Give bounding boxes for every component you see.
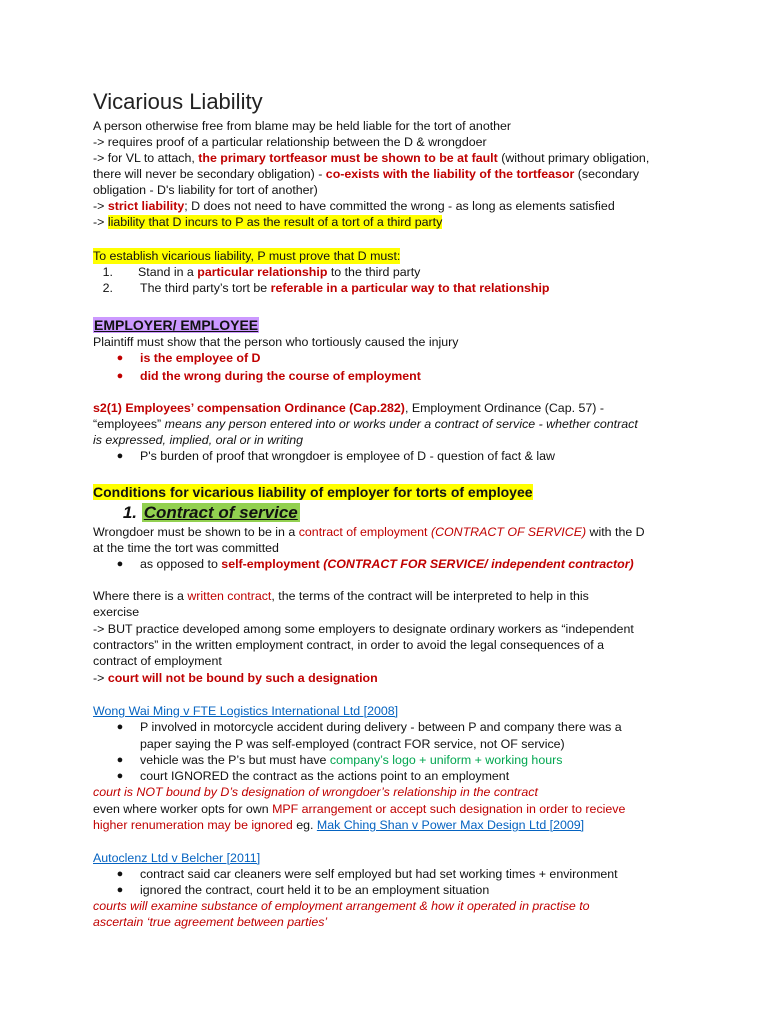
intro-line-4-a: there will never be secondary obligation) - — [93, 167, 326, 181]
mpf-arrangement: MPF arrangement or accept such designation in order to recieve — [272, 802, 626, 816]
conditions-heading — [93, 482, 533, 502]
case1-bullet-2 — [140, 752, 562, 768]
bullet-icon: ● — [116, 352, 124, 364]
case2-note-2: ascertain ‘true agreement between parties’ — [93, 915, 328, 929]
written-line-1-c: , the terms of the contract will be interpreted to help in this — [271, 589, 589, 603]
particular-relationship: particular relationship — [197, 265, 328, 279]
contract-of-service-title: Contract of service — [143, 503, 298, 522]
company-logo-uniform: company’s logo + uniform + working hours — [329, 753, 563, 767]
s2-line-3: is expressed, implied, oral or in writing — [93, 433, 304, 447]
contract-of-service-heading — [93, 502, 300, 524]
page-title: Vicarious Liability — [93, 89, 263, 114]
establish-item-1-c: to the third party — [327, 265, 421, 279]
employer-line: Plaintiff must show that the person who tortiously caused the injury — [93, 335, 459, 349]
establish-item-1-text — [138, 264, 420, 280]
intro-line-2: -> requires proof of a particular relationship between the D & wrongdoer — [93, 135, 487, 149]
written-contract: written contract — [187, 589, 272, 603]
bullet-icon: ● — [116, 884, 124, 896]
intro-line-5: obligation - D's liability for tort of another) — [93, 183, 318, 197]
conditions-line-1 — [93, 524, 645, 540]
case2-bullet-1: contract said car cleaners were self employed but had set working times + environment — [140, 867, 618, 881]
employer-bullet-1: is the employee of D — [140, 351, 261, 365]
bullet-icon: ● — [116, 721, 124, 733]
intro-line-4 — [93, 166, 639, 182]
court-not-bound: court will not be bound by such a designation — [107, 671, 378, 685]
case2-bullet-2: ignored the contract, court held it to be an employment situation — [140, 883, 490, 897]
employer-bullet-2: did the wrong during the course of employment — [140, 369, 421, 383]
intro-line-6 — [93, 198, 615, 214]
establish-item-2-a: The third party’s tort be — [140, 281, 271, 295]
establish-heading: To establish vicarious liability, P must prove that D must: — [93, 249, 401, 263]
list-number: 2. — [102, 281, 113, 295]
conditions-heading-text: Conditions for vicarious liability of employer for torts of employee — [93, 484, 533, 500]
intro-line-3 — [93, 150, 649, 166]
bullet-icon: ● — [116, 754, 124, 766]
intro-line-6-c: ; D does not need to have committed the wrong - as long as elements satisfied — [184, 199, 615, 213]
establish-item-2-text — [140, 280, 550, 296]
case-link-autoclenz[interactable]: Autoclenz Ltd v Belcher [2011] — [93, 851, 261, 865]
written-line-6-a: -> — [93, 671, 108, 685]
intro-line-1: A person otherwise free from blame may be held liable for the tort of another — [93, 119, 512, 133]
written-line-5: contract of employment — [93, 654, 222, 668]
contract-of-service-caps: (CONTRACT OF SERVICE) — [427, 525, 587, 539]
s2-statute: s2(1) Employees’ compensation Ordinance (Cap.282) — [93, 401, 405, 415]
case-link-mak-ching-shan[interactable]: Mak Ching Shan v Power Max Design Ltd [2009] — [316, 818, 585, 832]
referable-relationship: referable in a particular way to that relationship — [270, 281, 550, 295]
case1-note-3 — [93, 817, 584, 833]
written-line-2: exercise — [93, 605, 140, 619]
case1-note-3-eg: eg. — [292, 818, 317, 832]
intro-line-6-a: -> — [93, 199, 108, 213]
contract-for-service: (CONTRACT FOR SERVICE/ independent contractor) — [319, 557, 634, 571]
self-employment: self-employment — [221, 557, 320, 571]
list-number: 1. — [102, 265, 113, 279]
bullet-icon: ● — [116, 770, 124, 782]
employer-employee-heading — [93, 315, 259, 335]
written-line-1 — [93, 588, 589, 604]
written-line-3: -> BUT practice developed among some employers to designate ordinary workers as “independent — [93, 622, 634, 636]
higher-renumeration: higher renumeration may be ignored — [93, 818, 293, 832]
employees-quote: “employees” — [93, 417, 162, 431]
case1-bullet-1: P involved in motorcycle accident during delivery - between P and company there was a — [140, 720, 622, 734]
written-line-4: contractors” in the written employment contract, in order to avoid the legal consequences of a — [93, 638, 605, 652]
case1-bullet-3: court IGNORED the contract as the actions point to an employment — [140, 769, 510, 783]
case1-note-2-a: even where worker opts for own — [93, 802, 273, 816]
case2-note-1: courts will examine substance of employment arrangement & how it operated in practise to — [93, 899, 590, 913]
s2-line-1 — [93, 400, 604, 416]
conditions-line-1-d: with the D — [586, 525, 645, 539]
as-opposed-to-a: as opposed to — [140, 557, 222, 571]
intro-line-4-c: (secondary — [574, 167, 640, 181]
s2-line-1-b: , Employment Ordinance (Cap. 57) - — [404, 401, 604, 415]
bullet-icon: ● — [116, 868, 124, 880]
conditions-line-2: at the time the tort was committed — [93, 541, 279, 555]
bullet-icon: ● — [116, 558, 124, 570]
as-opposed-to — [140, 556, 634, 572]
conditions-line-1-a: Wrongdoer must be shown to be in a — [93, 525, 299, 539]
case1-note-2 — [93, 801, 625, 817]
list-number: 1. — [122, 503, 137, 522]
establish-item-1-a: Stand in a — [138, 265, 198, 279]
employer-employee-heading-text: EMPLOYER/ EMPLOYEE — [94, 317, 259, 333]
bullet-icon: ● — [116, 450, 124, 462]
bullet-icon: ● — [116, 370, 124, 382]
intro-line-7-a: -> — [93, 215, 108, 229]
strict-liability: strict liability — [107, 199, 185, 213]
written-line-1-a: Where there is a — [93, 589, 188, 603]
s2-line-2 — [93, 416, 638, 432]
burden-of-proof: P's burden of proof that wrongdoer is employee of D - question of fact & law — [140, 449, 555, 463]
case-link-wong-wai-ming[interactable]: Wong Wai Ming v FTE Logistics International Ltd [2008] — [93, 704, 399, 718]
co-exists-liability: co-exists with the liability of the tortfeasor — [325, 167, 575, 181]
intro-line-3-a: -> for VL to attach, — [93, 151, 199, 165]
case1-bullet-2-a: vehicle was the P’s but must have — [140, 753, 330, 767]
intro-line-7 — [93, 214, 442, 230]
contract-of-employment: contract of employment — [298, 525, 428, 539]
third-party-liability-highlight: liability that D incurs to P as the result of a tort of a third party — [107, 215, 443, 229]
case1-note-1: court is NOT bound by D’s designation of wrongdoer’s relationship in the contract — [93, 785, 538, 799]
primary-tortfeasor-fault: the primary tortfeasor must be shown to be at fault — [198, 151, 498, 165]
intro-line-3-c: (without primary obligation, — [497, 151, 650, 165]
employees-definition: means any person entered into or works under a contract of service - whether contract — [161, 417, 638, 431]
case1-bullet-1-cont: paper saying the P was self-employed (contract FOR service, not OF service) — [140, 737, 565, 751]
written-line-6 — [93, 670, 378, 686]
